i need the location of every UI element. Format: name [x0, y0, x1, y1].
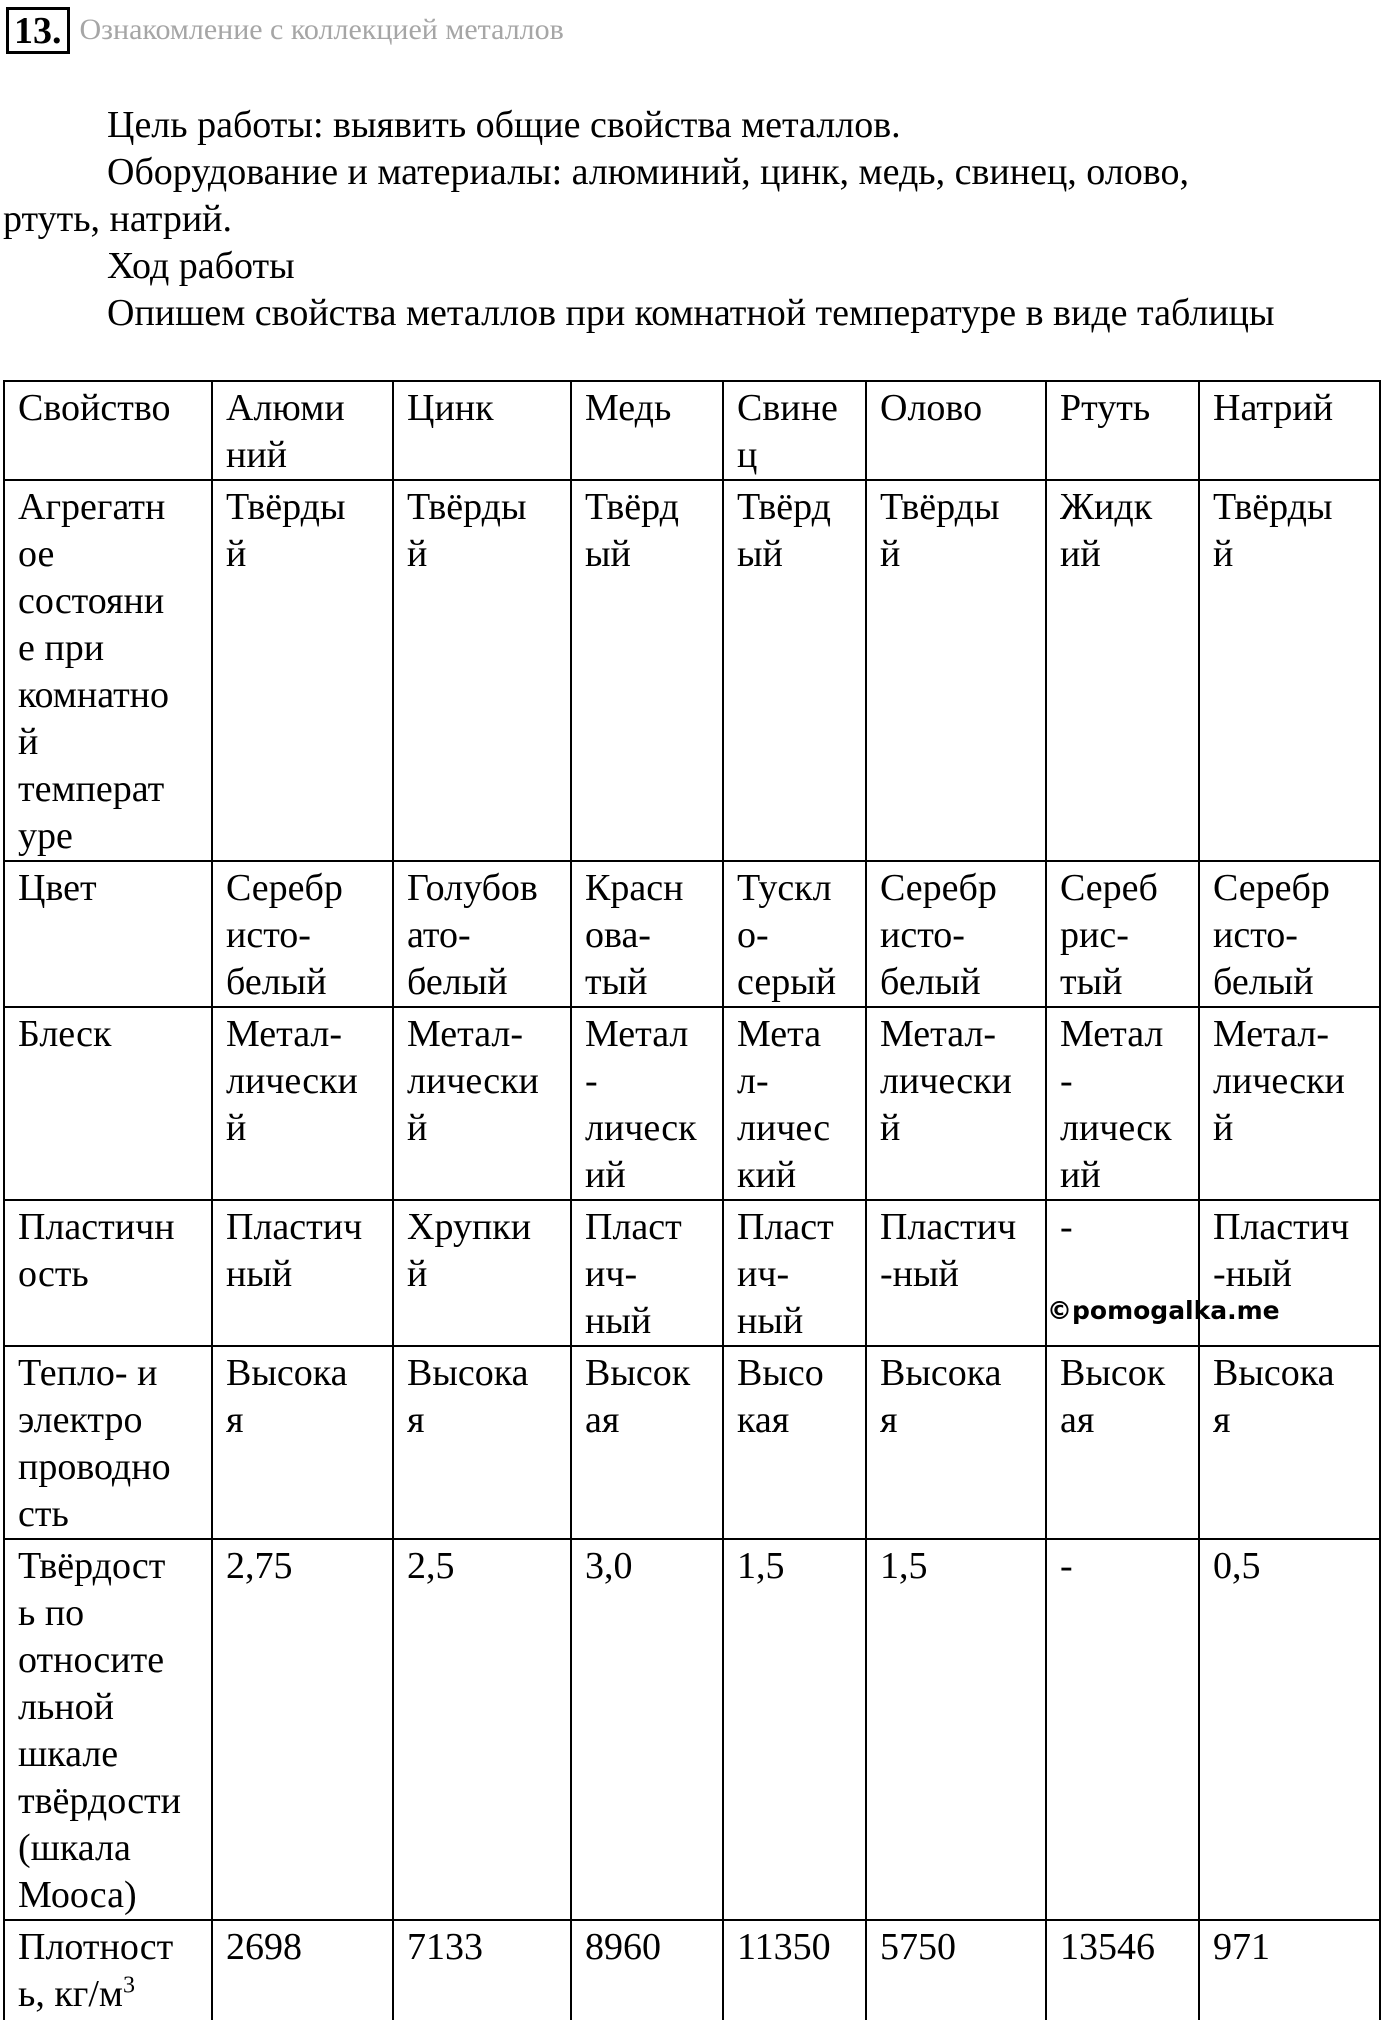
property-cell: Тепло- и электро проводно сть — [4, 1346, 212, 1539]
table-row — [4, 1539, 1380, 1920]
exercise-title: Ознакомление с коллекцией металлов — [79, 13, 564, 46]
density-unit-superscript: 3 — [122, 1972, 135, 1999]
table-row — [4, 861, 1380, 1007]
table-row — [4, 480, 1380, 861]
table-cell: Сереб рис- тый — [1046, 861, 1199, 1007]
density-label-line2: ь, кг/м — [18, 1973, 123, 2015]
table-cell: 1,5 — [723, 1539, 866, 1920]
table-cell: Метал- лически й — [866, 1007, 1046, 1200]
table-cell: 971 — [1199, 1920, 1380, 2020]
header-cell: Цинк — [393, 381, 571, 480]
goal-text: Цель работы: выявить общие свойства металлов. — [107, 104, 901, 146]
header-cell: Свине ц — [723, 381, 866, 480]
exercise-number: 13. — [6, 7, 70, 54]
table-cell: Тускл о- серый — [723, 861, 866, 1007]
property-cell: Блеск — [4, 1007, 212, 1200]
table-cell: Серебр исто- белый — [212, 861, 393, 1007]
table-cell: Пласт ич- ный — [723, 1200, 866, 1346]
table-cell: Высо кая — [723, 1346, 866, 1539]
table-cell: 13546 — [1046, 1920, 1199, 2020]
property-cell: Пластичн ость — [4, 1200, 212, 1346]
table-cell: 2698 — [212, 1920, 393, 2020]
table-cell: - — [1046, 1200, 1199, 1346]
property-cell — [4, 1920, 212, 2020]
table-cell: Метал- лически й — [1199, 1007, 1380, 1200]
table-cell: Красн ова- тый — [571, 861, 723, 1007]
property-cell: Цвет — [4, 861, 212, 1007]
table-cell: 8960 — [571, 1920, 723, 2020]
table-cell: Метал- лически й — [212, 1007, 393, 1200]
table-cell: Метал- лически й — [393, 1007, 571, 1200]
table-cell: Серебр исто- белый — [1199, 861, 1380, 1007]
property-cell: Агрегатн ое состояни е при комнатно й температ уре — [4, 480, 212, 861]
table-cell: Высок ая — [1046, 1346, 1199, 1539]
table-cell: Высока я — [393, 1346, 571, 1539]
table-cell: Пластич -ный — [866, 1200, 1046, 1346]
table-cell: Твёрд ый — [571, 480, 723, 861]
describe-text: Опишем свойства металлов при комнатной температуре в виде таблицы — [107, 292, 1275, 334]
table-row — [4, 1346, 1380, 1539]
table-cell: Высока я — [1199, 1346, 1380, 1539]
table-cell: Метал - лическ ий — [1046, 1007, 1199, 1200]
table-cell: 2,75 — [212, 1539, 393, 1920]
table-cell: 11350 — [723, 1920, 866, 2020]
table-cell: Твёрд ый — [723, 480, 866, 861]
table-cell: Пласт ич- ный — [571, 1200, 723, 1346]
table-header-row — [4, 381, 1380, 480]
header-cell: Ртуть — [1046, 381, 1199, 480]
header-cell: Алюми ний — [212, 381, 393, 480]
table-cell: Высок ая — [571, 1346, 723, 1539]
table-cell: Серебр исто- белый — [866, 861, 1046, 1007]
equipment-text-line2: ртуть, натрий. — [3, 198, 233, 240]
table-cell: Хрупки й — [393, 1200, 571, 1346]
header-cell: Олово — [866, 381, 1046, 480]
table-cell: Мета л- личес кий — [723, 1007, 866, 1200]
table-cell: Жидк ий — [1046, 480, 1199, 861]
table-cell: 0,5 — [1199, 1539, 1380, 1920]
table-cell: - — [1046, 1539, 1199, 1920]
metal-properties-table — [3, 380, 1381, 2020]
table-cell: 1,5 — [866, 1539, 1046, 1920]
table-row — [4, 1007, 1380, 1200]
table-cell: 7133 — [393, 1920, 571, 2020]
density-label-line1: Плотност — [18, 1926, 174, 1968]
table-cell: Твёрды й — [393, 480, 571, 861]
header-cell: Свойство — [4, 381, 212, 480]
page-header — [6, 8, 564, 52]
table-cell: Высока я — [212, 1346, 393, 1539]
header-cell: Натрий — [1199, 381, 1380, 480]
table-cell: Твёрды й — [212, 480, 393, 861]
watermark: ©pomogalka.me — [1047, 1296, 1280, 1325]
table-cell: Пластич ный — [212, 1200, 393, 1346]
table-cell: Твёрды й — [1199, 480, 1380, 861]
table-row-density — [4, 1920, 1380, 2020]
progress-heading: Ход работы — [107, 245, 295, 287]
table-cell: Высока я — [866, 1346, 1046, 1539]
property-cell: Твёрдост ь по относите льной шкале твёрдости (шкала Мооса) — [4, 1539, 212, 1920]
header-cell: Медь — [571, 381, 723, 480]
table-cell: 2,5 — [393, 1539, 571, 1920]
table-cell: 3,0 — [571, 1539, 723, 1920]
equipment-text-line1: Оборудование и материалы: алюминий, цинк, медь, свинец, олово, — [107, 151, 1189, 193]
table-cell: Твёрды й — [866, 480, 1046, 861]
table-cell: Пластич -ный — [1199, 1200, 1380, 1346]
table-cell: Голубов ато- белый — [393, 861, 571, 1007]
table-cell: 5750 — [866, 1920, 1046, 2020]
table-cell: Метал - лическ ий — [571, 1007, 723, 1200]
